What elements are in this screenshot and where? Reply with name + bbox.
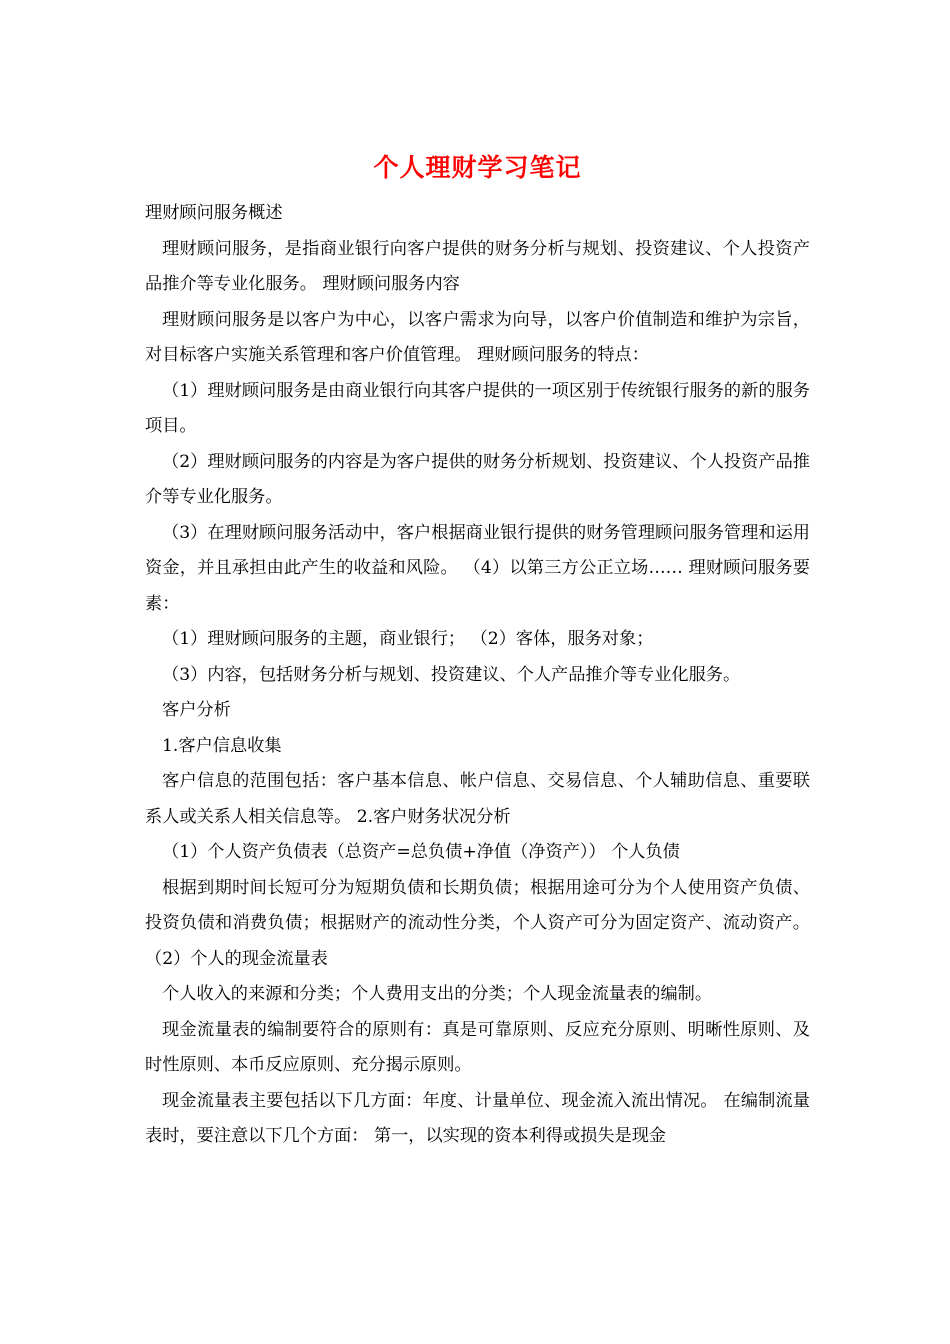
paragraph: 理财顾问服务是以客户为中心，以客户需求为向导，以客户价值制造和维护为宗旨，对目标客户实施关系管理和客户价值管理。 理财顾问服务的特点： (145, 309, 810, 365)
paragraph: （3）内容，包括财务分析与规划、投资建议、个人产品推介等专业化服务。 (162, 664, 741, 685)
paragraph: （1）理财顾问服务是由商业银行向其客户提供的一项区别于传统银行服务的新的服务项目。 (145, 380, 810, 436)
paragraph: 根据到期时间长短可分为短期负债和长期负债；根据用途可分为个人使用资产负债、投资负债和消费负债；根据财产的流动性分类，个人资产可分为固定资产、流动资产。 （2）个人的现金流量表 (145, 877, 810, 969)
document-body (145, 196, 810, 1155)
paragraph: 客户信息的范围包括：客户基本信息、帐户信息、交易信息、个人辅助信息、重要联系人或关系人相关信息等。 2.客户财务状况分析 (145, 771, 810, 827)
paragraph: 个人收入的来源和分类；个人费用支出的分类；个人现金流量表的编制。 (162, 984, 713, 1004)
paragraph: 客户分析 (162, 700, 231, 720)
paragraph: 理财顾问服务概述 (145, 203, 283, 223)
paragraph: （2）理财顾问服务的内容是为客户提供的财务分析规划、投资建议、个人投资产品推介等专业化服务。 (145, 451, 810, 507)
document-title: 个人理财学习笔记 (373, 153, 582, 182)
paragraph: 现金流量表的编制要符合的原则有：真是可靠原则、反应充分原则、明晰性原则、及时性原则、本币反应原则、充分揭示原则。 (145, 1019, 810, 1075)
paragraph: （3）在理财顾问服务活动中，客户根据商业银行提供的财务管理顾问服务管理和运用资金，并且承担由此产生的收益和风险。 （4）以第三方公正立场…… 理财顾问服务要素： (145, 522, 810, 614)
paragraph: 理财顾问服务，是指商业银行向客户提供的财务分析与规划、投资建议、个人投资产品推介等专业化服务。 理财顾问服务内容 (145, 238, 810, 294)
paragraph: （1）理财顾问服务的主题，商业银行； （2）客体，服务对象； (162, 629, 654, 649)
paragraph: （1）个人资产负债表（总资产=总负债+净值（净资产）） 个人负债 (162, 842, 680, 862)
document-page (145, 148, 810, 1155)
paragraph: 1.客户信息收集 (162, 735, 282, 756)
paragraph: 现金流量表主要包括以下几方面：年度、计量单位、现金流入流出情况。 在编制流量表时，要注意以下几个方面： 第一，以实现的资本利得或损失是现金 (145, 1090, 810, 1146)
